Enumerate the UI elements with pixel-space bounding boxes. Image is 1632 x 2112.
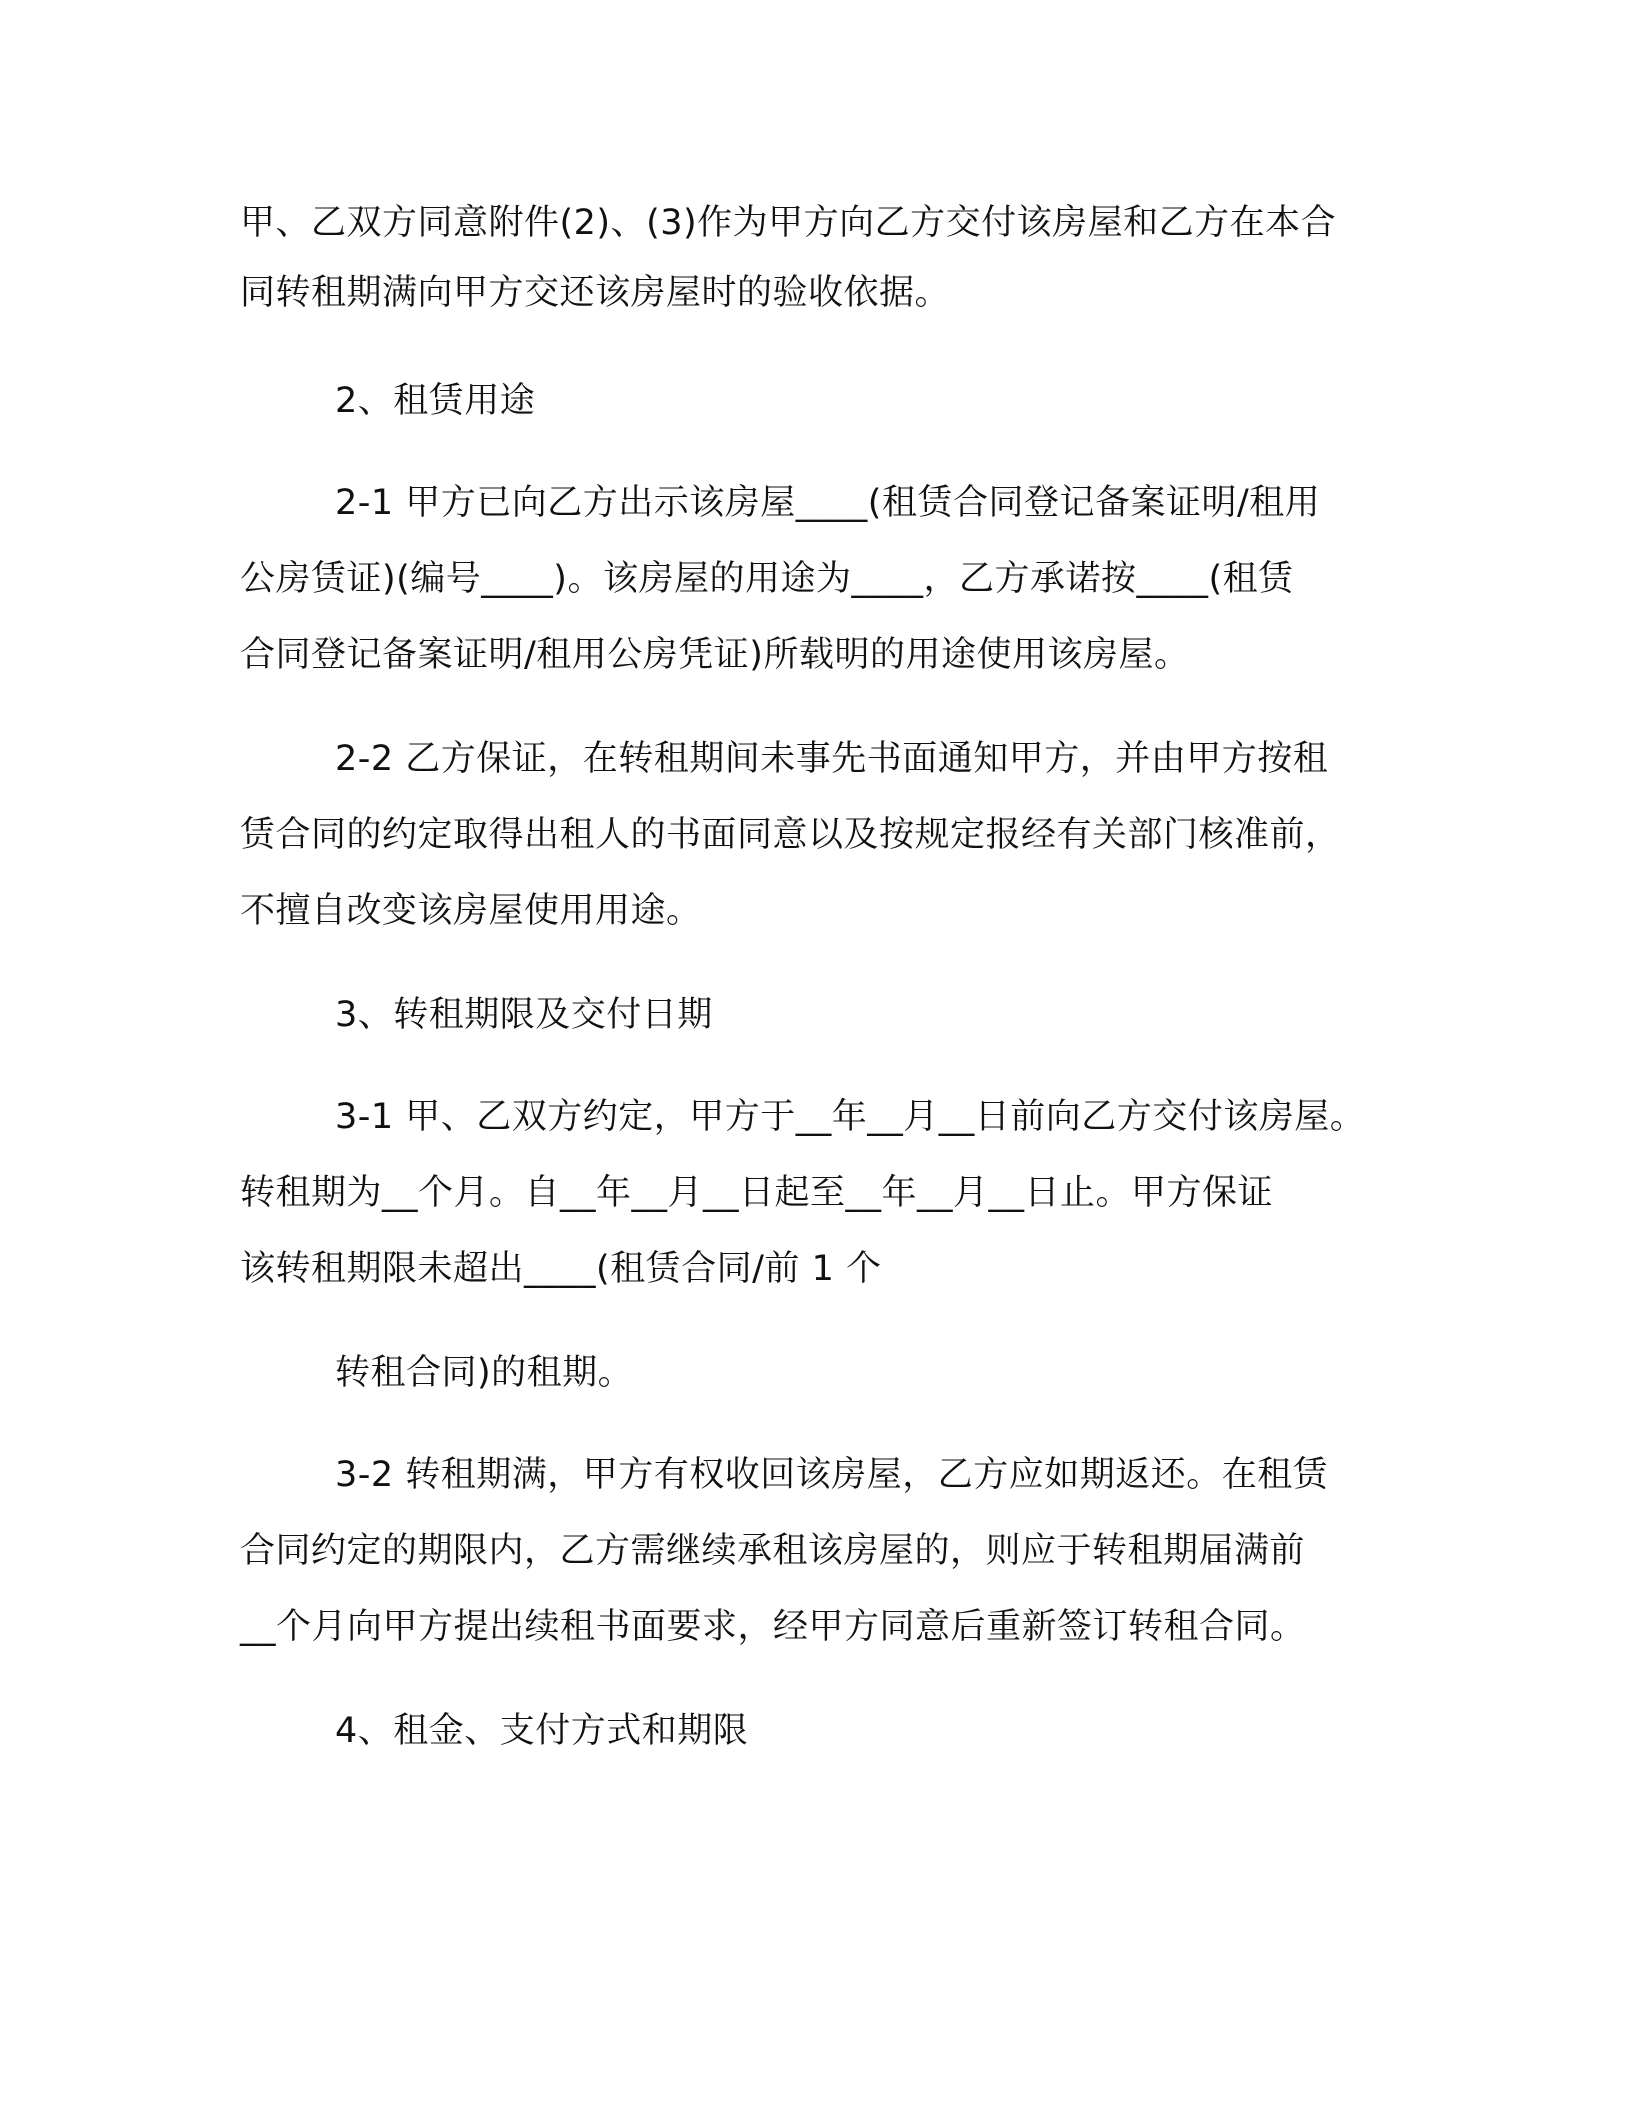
section-heading: 2、租赁用途 — [335, 381, 536, 421]
paragraph-line: 合同约定的期限内，乙方需继续承租该房屋的，则应于转租期届满前 — [240, 1531, 1306, 1571]
paragraph-line: 转租期为__个月。自__年__月__日起至__年__月__日止。甲方保证 — [240, 1173, 1274, 1213]
paragraph-line: 转租合同)的租期。 — [335, 1353, 634, 1393]
paragraph-line: 赁合同的约定取得出租人的书面同意以及按规定报经有关部门核准前， — [240, 815, 1341, 855]
paragraph-line: __个月向甲方提出续租书面要求，经甲方同意后重新签订转租合同。 — [240, 1607, 1306, 1647]
paragraph-line: 同转租期满向甲方交还该房屋时的验收依据。 — [240, 273, 951, 313]
paragraph-line: 2-2 乙方保证，在转租期间未事先书面通知甲方，并由甲方按租 — [335, 739, 1329, 779]
paragraph-line: 3-1 甲、乙双方约定，甲方于__年__月__日前向乙方交付该房屋。 — [335, 1097, 1366, 1137]
paragraph-line: 不擅自改变该房屋使用用途。 — [240, 891, 702, 931]
paragraph-line: 甲、乙双方同意附件(2)、(3)作为甲方向乙方交付该房屋和乙方在本合 — [240, 203, 1337, 243]
paragraph-line: 3-2 转租期满，甲方有权收回该房屋，乙方应如期返还。在租赁 — [335, 1455, 1329, 1495]
paragraph-line: 2-1 甲方已向乙方出示该房屋____(租赁合同登记备案证明/租用 — [335, 483, 1321, 523]
paragraph-line: 合同登记备案证明/租用公房凭证)所载明的用途使用该房屋。 — [240, 635, 1190, 675]
section-heading: 4、租金、支付方式和期限 — [335, 1711, 749, 1751]
paragraph-line: 公房赁证)(编号____)。该房屋的用途为____，乙方承诺按____(租赁 — [240, 559, 1294, 599]
paragraph-line: 该转租期限未超出____(租赁合同/前 1 个 — [240, 1249, 882, 1289]
section-heading: 3、转租期限及交付日期 — [335, 995, 713, 1035]
